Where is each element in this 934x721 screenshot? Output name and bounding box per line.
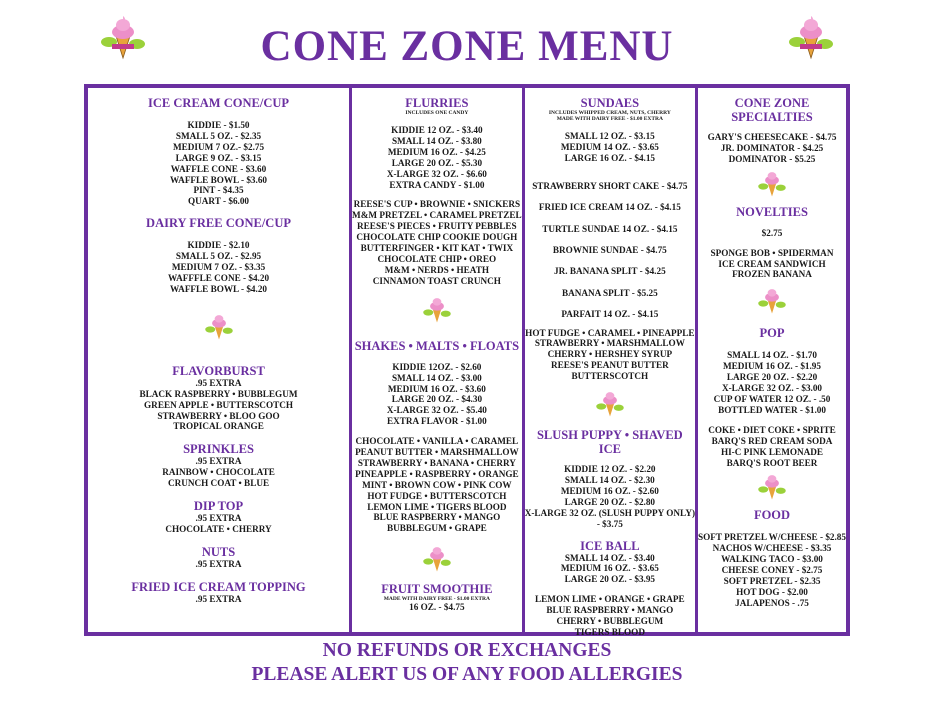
price-list [88,559,349,570]
menu-column-2 [352,88,525,632]
menu-line: ICE CREAM SANDWICH [718,258,826,269]
cone-zone-logo [757,169,787,199]
menu-line: .95 EXTRA [195,377,242,388]
menu-line: NACHOS W/CHEESE - $3.35 [712,543,832,554]
menu-line: CINNAMON TOAST CRUNCH [372,275,501,286]
menu-line: MEDIUM 7 OZ.- $2.75 [172,141,265,152]
cone-zone-logo [595,389,625,419]
menu-line: WALKING TACO - $3.00 [721,554,823,565]
section-heading: NUTS [201,544,236,559]
price-list [698,532,846,608]
no-refunds-notice: NO REFUNDS OR EXCHANGES [322,640,612,661]
menu-line: SMALL 14 OZ. - $2.30 [564,475,655,485]
menu-column-1 [88,88,352,632]
cone-zone-logo [204,312,234,342]
menu-line: KIDDIE 12 OZ. - $3.40 [391,125,483,135]
price-list [525,553,695,586]
menu-line: TURTLE SUNDAE 14 OZ. - $4.15 [542,223,678,234]
menu-line: CHOCOLATE CHIP • OREO [377,253,497,264]
menu-line: MEDIUM 14 OZ. - $3.65 [560,141,659,152]
price-list [525,464,695,529]
price-list [88,240,349,295]
menu-line: STRAWBERRY • MARSHMALLOW [534,338,685,349]
section-heading: SLUSH PUPPY • SHAVED ICE [536,428,683,457]
section-heading: CONE ZONE SPECIALTIES [731,96,813,124]
section-heading: FOOD [753,508,791,523]
menu-line: - $3.75 [596,518,623,529]
menu-line: KIDDIE 12 OZ. - $2.20 [564,464,656,475]
menu-column-4 [698,88,846,632]
menu-line: REESE'S CUP • BROWNIE • SNICKERS [353,199,521,210]
menu-line: SMALL 14 OZ. - $3.80 [391,135,482,146]
menu-line: MEDIUM 16 OZ. - $2.60 [560,485,659,496]
price-list [698,132,846,165]
menu-line: LARGE 20 OZ. - $3.95 [564,574,656,585]
menu-line: BARQ'S RED CREAM SODA [711,435,833,446]
menu-line: WAFFLE BOWL - $4.20 [170,283,268,294]
cone-zone-logo [757,472,787,502]
price-list [352,602,522,613]
section-heading: FLURRIES [405,96,469,110]
price-list [88,456,349,489]
menu-line: LARGE 9 OZ. - $3.15 [175,152,262,163]
menu-line: MEDIUM 16 OZ. - $3.60 [387,383,486,394]
candy-list [352,199,522,286]
menu-line: SMALL 12 OZ. - $3.15 [564,131,655,141]
menu-line: BUTTERSCOTCH [571,371,649,382]
menu-line: LARGE 20 OZ. - $2.80 [564,496,656,507]
menu-line: KIDDIE - $2.10 [187,240,250,251]
menu-line: HOT DOG - $2.00 [736,586,808,597]
menu-title: CONE ZONE MENU [260,23,674,70]
menu-line: CHOCOLATE • VANILLA • CARAMEL [355,436,519,447]
menu-line: PINT - $4.35 [193,185,244,196]
section-heading: SPRINKLES [183,442,254,457]
menu-line: TIGERS BLOOD [574,626,645,637]
drink-list [698,425,846,469]
menu-line: CRUNCH COAT • BLUE [167,478,270,489]
cone-zone-logo [422,295,452,325]
menu-line: CHEESE CONEY - $2.75 [721,565,823,576]
novelty-list [698,248,846,281]
menu-line: HOT FUDGE • CARAMEL • PINEAPPLE [525,327,695,338]
section-note: INCLUDES WHIPPED CREAM, NUTS, CHERRY [548,110,671,116]
menu-line: RAINBOW • CHOCOLATE [162,467,275,478]
menu-line: MEDIUM 7 OZ. - $3.35 [171,262,266,273]
menu-line: PARFAIT 14 OZ. - $4.15 [561,309,659,320]
section-note: MADE WITH DAIRY FREE - $1.00 EXTRA [556,116,663,122]
menu-line: DOMINATOR - $5.25 [728,153,816,164]
price-list [352,125,522,190]
menu-line: 16 OZ. - $4.75 [409,602,465,613]
menu-line: SOFT PRETZEL W/CHEESE - $2.85 [698,532,846,543]
menu-line: HOT FUDGE • BUTTERSCOTCH [367,490,507,501]
menu-line: .95 EXTRA [195,513,242,524]
menu-line: SMALL 14 OZ. - $3.00 [391,372,482,383]
menu-line: HI-C PINK LEMONADE [720,446,824,457]
menu-line: BARQ'S ROOT BEER [726,457,818,468]
menu-line: BLUE RASPBERRY • MANGO [373,512,501,523]
menu-line: SMALL 14 OZ. - $3.40 [564,552,655,563]
price-list [88,378,349,433]
menu-line: WAFFLE CONE - $3.60 [170,163,267,174]
menu-line: SOFT PRETZEL - $2.35 [723,576,821,587]
menu-line: X-LARGE 32 OZ. (SLUSH PUPPY ONLY) [524,507,696,518]
price-list [88,513,349,535]
cone-zone-logo [422,544,452,574]
menu-line: CHOCOLATE CHIP COOKIE DOUGH [356,232,518,243]
menu-line: BANANA SPLIT - $5.25 [561,287,658,298]
menu-line: CHERRY • BUBBLEGUM [556,616,664,627]
menu-line: BUTTERFINGER • KIT KAT • TWIX [360,243,514,254]
menu-line: X-LARGE 32 OZ. - $6.60 [386,168,487,179]
section-heading: ICE CREAM CONE/CUP [148,96,290,110]
price-list [525,131,695,164]
menu-line: CHERRY • HERSHEY SYRUP [547,349,673,360]
menu-line: M&M • NERDS • HEATH [384,264,489,275]
menu-line: FROZEN BANANA [732,269,812,280]
menu-line: BLACK RASPBERRY • BUBBLEGUM [139,388,298,399]
menu-line: STRAWBERRY • BANANA • CHERRY [357,457,516,468]
section-heading: SUNDAES [580,96,640,110]
menu-line: MEDIUM 16 OZ. - $3.65 [560,563,659,574]
section-heading: DIP TOP [193,499,244,514]
menu-line: LEMON LIME • TIGERS BLOOD [367,501,507,512]
section-heading: POP [759,326,785,341]
section-heading: ICE BALL [580,538,640,553]
menu-line: SMALL 14 OZ. - $1.70 [727,350,817,361]
price-list [352,362,522,427]
menu-line: PEANUT BUTTER • MARSHMALLOW [355,447,519,458]
menu-line: LARGE 20 OZ. - $2.20 [726,372,818,383]
price-list [88,594,349,605]
menu-line: EXTRA CANDY - $1.00 [389,179,485,190]
menu-line: JR. DOMINATOR - $4.25 [720,142,824,153]
menu-line: .95 EXTRA [195,558,242,569]
price-list [698,350,846,415]
menu-line: LARGE 16 OZ. - $4.15 [564,152,656,163]
menu-line: WAFFFLE CONE - $4.20 [167,272,270,283]
menu-line: GREEN APPLE • BUTTERSCOTCH [144,399,293,410]
menu-line: BLUE RASPBERRY • MANGO [546,605,674,616]
menu-line: KIDDIE - $1.50 [187,120,250,130]
menu-line: COKE • DIET COKE • SPRITE [708,424,836,435]
menu-line: BOTTLED WATER - $1.00 [718,404,826,415]
section-note: INCLUDES ONE CANDY [405,110,469,116]
menu-line: MEDIUM 16 OZ. - $4.25 [387,146,486,157]
price-list [88,120,349,207]
sundae-specials-list [525,176,695,326]
menu-board [84,84,850,636]
menu-line: .95 EXTRA [195,456,242,467]
menu-line: LARGE 20 OZ. - $5.30 [391,157,483,168]
menu-line: CUP OF WATER 12 OZ. - .50 [713,393,831,404]
menu-line: GARY'S CHEESECAKE - $4.75 [707,132,837,142]
section-heading: FRUIT SMOOTHIE [381,582,493,597]
menu-line: MEDIUM 16 OZ. - $1.95 [723,361,821,372]
flavor-list [352,436,522,534]
menu-line: SMALL 5 OZ. - $2.35 [175,130,262,141]
novelty-price: $2.75 [761,227,783,238]
menu-line: KIDDIE 12OZ. - $2.60 [392,361,482,372]
menu-line: PINEAPPLE • RASPBERRY • ORANGE [355,468,519,479]
section-heading: FLAVORBURST [172,363,265,378]
menu-line: CHOCOLATE • CHERRY [165,523,272,534]
menu-line: JALAPENOS - .75 [735,597,809,608]
menu-line: STRAWBERRY • BLOO GOO [157,410,280,421]
menu-line: BUBBLEGUM • GRAPE [387,523,487,534]
menu-line: REESE'S PEANUT BUTTER [550,360,669,371]
menu-line: SMALL 5 OZ. - $2.95 [175,251,262,262]
flavor-list [525,594,695,638]
section-heading: FRIED ICE CREAM TOPPING [131,579,306,594]
menu-line: REESE'S PIECES • FRUITY PEBBLES [357,221,517,232]
menu-line: LEMON LIME • ORANGE • GRAPE [535,594,685,605]
menu-line: X-LARGE 32 OZ. - $5.40 [386,405,487,416]
menu-line: TROPICAL ORANGE [173,421,264,432]
menu-column-3 [524,88,698,637]
menu-line: MINT • BROWN COW • PINK COW [362,479,512,490]
menu-line: EXTRA FLAVOR - $1.00 [387,416,487,427]
menu-line: STRAWBERRY SHORT CAKE - $4.75 [532,180,688,191]
section-note: MADE WITH DAIRY FREE - $1.00 EXTRA [383,596,491,603]
allergy-notice: PLEASE ALERT US OF ANY FOOD ALLERGIES [251,664,683,685]
menu-line: JR. BANANA SPLIT - $4.25 [554,266,666,277]
menu-line: QUART - $6.00 [188,196,250,207]
menu-line: SPONGE BOB • SPIDERMAN [710,247,834,258]
menu-line: M&M PRETZEL • CARAMEL PRETZEL [352,210,522,221]
menu-line: LARGE 20 OZ. - $4.30 [391,394,483,405]
menu-line: BROWNIE SUNDAE - $4.75 [552,244,667,255]
menu-line: WAFFLE BOWL - $3.60 [170,174,268,185]
cone-zone-logo [757,286,787,316]
section-heading: SHAKES • MALTS • FLOATS [354,338,520,353]
menu-line: X-LARGE 32 OZ. - $3.00 [721,383,823,394]
menu-line: .95 EXTRA [195,593,242,604]
menu-line: FRIED ICE CREAM 14 OZ. - $4.15 [538,202,681,213]
section-heading: NOVELTIES [736,204,808,219]
topping-list [525,328,695,383]
section-heading: DAIRY FREE CONE/CUP [146,216,291,231]
